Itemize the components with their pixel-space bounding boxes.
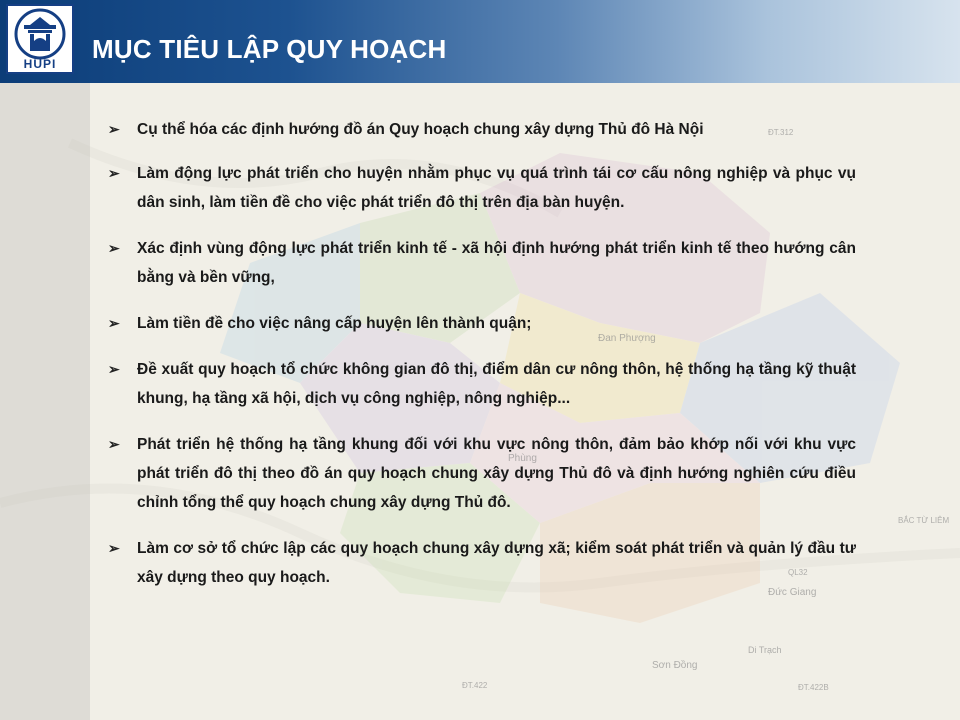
map-label-dt312: ĐT.312: [768, 128, 794, 137]
map-label-ql32: QL32: [788, 568, 808, 577]
logo-emblem-icon: [8, 6, 72, 60]
list-item: [108, 534, 856, 592]
hupi-logo: [6, 4, 74, 74]
map-label-duc-giang: Đức Giang: [768, 587, 817, 598]
logo-text: HUPI: [23, 57, 57, 71]
map-label-dt422: ĐT.422: [462, 681, 488, 690]
map-label-dan-phuong: Đan Phượng: [598, 333, 656, 344]
page-title: MỤC TIÊU LẬP QUY HOẠCH: [92, 34, 447, 64]
map-label-son-dong: Sơn Đồng: [652, 660, 698, 671]
arrow-bullet-icon: ➢: [108, 361, 120, 377]
header-bar: [0, 0, 960, 83]
list-item: [108, 234, 856, 292]
list-item-text: Làm cơ sở tổ chức lập các quy hoạch chung xây dựng xã; kiểm soát phát triển và quản lý đầu tư xây dựng theo quy hoạch.: [137, 540, 856, 586]
list-item: [108, 115, 856, 144]
list-item: [108, 159, 856, 217]
list-item: [108, 355, 856, 413]
list-item-text: Cụ thể hóa các định hướng đồ án Quy hoạch chung xây dựng Thủ đô Hà Nội: [137, 121, 704, 138]
map-label-bac-tu-liem: BẮC TỪ LIÊM: [898, 516, 950, 525]
map-label-dt422b: ĐT.422B: [798, 683, 829, 692]
map-label-di-trach: Di Trạch: [748, 645, 782, 655]
list-item-text: Phát triển hệ thống hạ tầng khung đối với khu vực nông thôn, đảm bảo khớp nối với khu vực phát triển đô thị theo đồ án quy hoạch chung xây dựng Thủ đô và định hướng nghiên cứu điều chỉnh tổng thể quy hoạch chung xây dựng Thủ đô.: [137, 436, 856, 511]
map-label-phung: Phùng: [508, 453, 537, 464]
list-item-text: Làm động lực phát triển cho huyện nhằm phục vụ quá trình tái cơ cấu nông nghiệp và phục vụ dân sinh, làm tiền đề cho việc phát triển đô thị trên địa bàn huyện.: [137, 165, 856, 211]
objectives-list: [108, 115, 856, 592]
arrow-bullet-icon: ➢: [108, 540, 120, 556]
arrow-bullet-icon: ➢: [108, 121, 120, 137]
list-item-text: Đề xuất quy hoạch tổ chức không gian đô thị, điểm dân cư nông thôn, hệ thống hạ tầng kỹ thuật khung, hạ tầng xã hội, dịch vụ công nghiệp, nông nghiệp...: [137, 361, 856, 407]
list-item-text: Xác định vùng động lực phát triển kinh tế - xã hội định hướng phát triển kinh tế theo hướng cân bằng và bền vững,: [137, 240, 856, 286]
arrow-bullet-icon: ➢: [108, 315, 120, 331]
list-item: [108, 430, 856, 517]
list-item-text: Làm tiền đề cho việc nâng cấp huyện lên thành quận;: [137, 315, 532, 332]
list-item: [108, 309, 856, 338]
arrow-bullet-icon: ➢: [108, 436, 120, 452]
arrow-bullet-icon: ➢: [108, 240, 120, 256]
arrow-bullet-icon: ➢: [108, 165, 120, 181]
